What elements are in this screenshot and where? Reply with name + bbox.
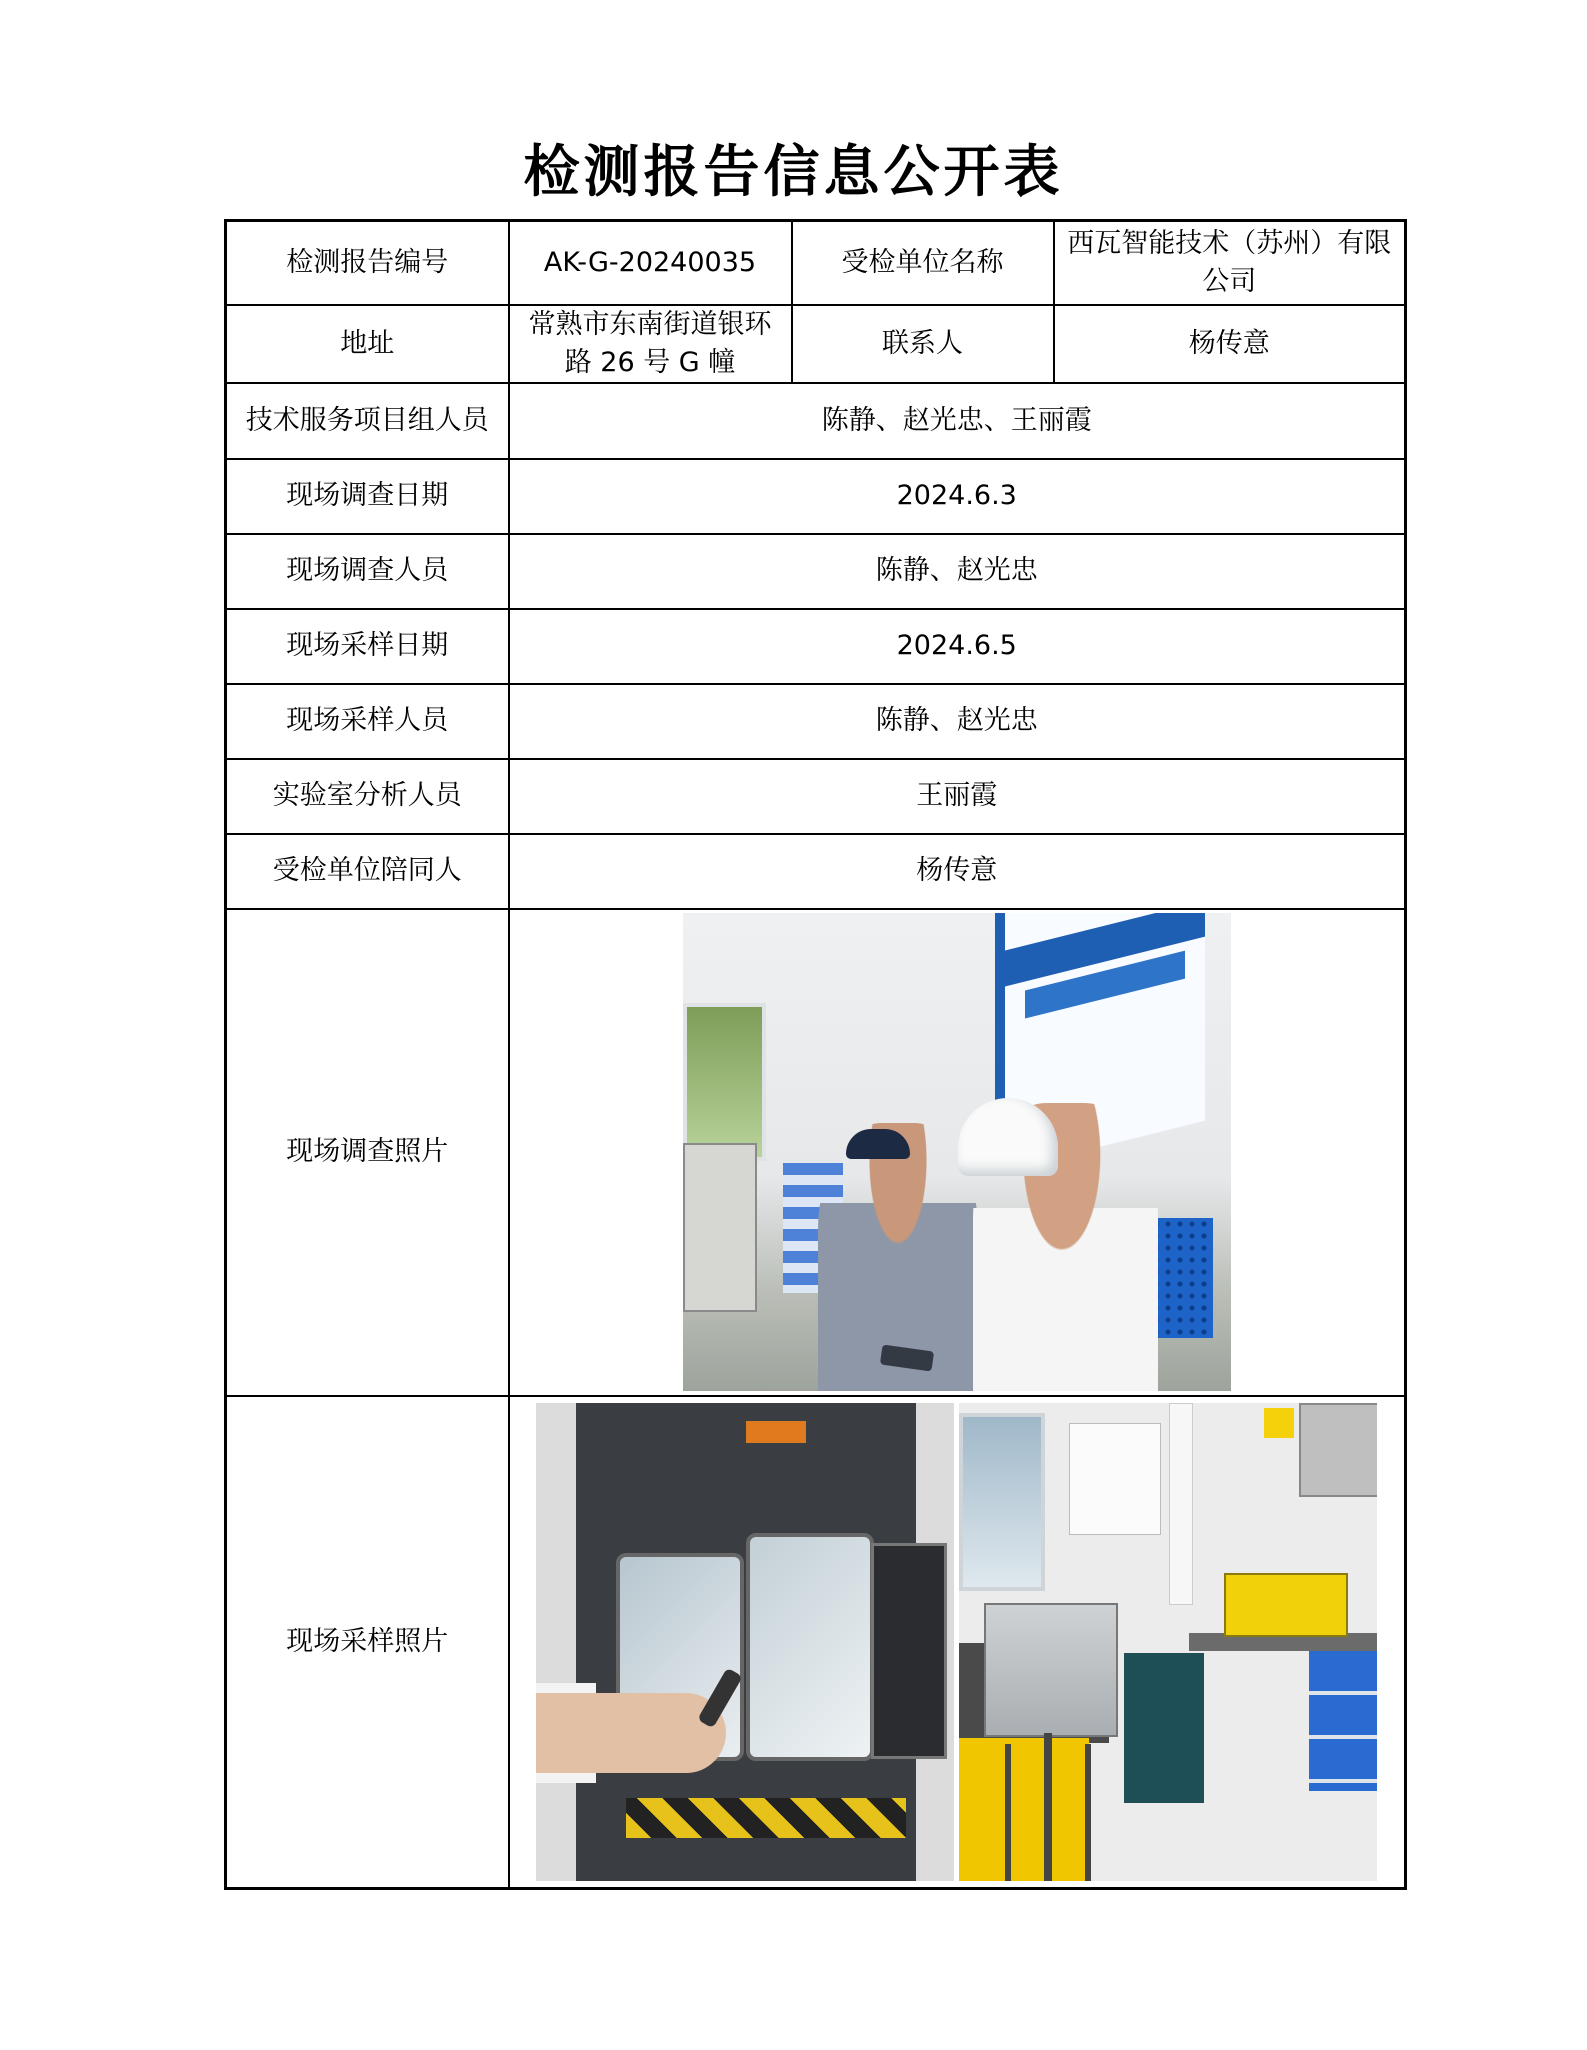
sampling-date-value: 2024.6.5 [509, 609, 1406, 684]
photo-sampler-device [984, 1603, 1118, 1737]
escort-value: 杨传意 [509, 834, 1406, 909]
survey-staff-label: 现场调查人员 [226, 534, 509, 609]
table-row [226, 909, 1406, 1396]
survey-staff-value: 陈静、赵光忠 [509, 534, 1406, 609]
table-row [226, 459, 1406, 534]
photo-machine [683, 1143, 757, 1312]
table-row [226, 383, 1406, 459]
sampling-photo-cell [509, 1396, 1406, 1889]
sampling-date-label: 现场采样日期 [226, 609, 509, 684]
address-label: 地址 [226, 305, 509, 383]
table-row [226, 609, 1406, 684]
survey-photo-label: 现场调查照片 [226, 909, 509, 1396]
report-no-value: AK-G-20240035 [509, 221, 792, 305]
sampling-staff-value: 陈静、赵光忠 [509, 684, 1406, 759]
table-row [226, 534, 1406, 609]
survey-date-value: 2024.6.3 [509, 459, 1406, 534]
sampling-staff-label: 现场采样人员 [226, 684, 509, 759]
contact-value: 杨传意 [1054, 305, 1406, 383]
report-table [224, 219, 1407, 1890]
table-row [226, 221, 1406, 305]
photo-window [683, 1003, 766, 1161]
lab-staff-label: 实验室分析人员 [226, 759, 509, 834]
escort-label: 受检单位陪同人 [226, 834, 509, 909]
sampling-photo-label: 现场采样照片 [226, 1396, 509, 1889]
team-value: 陈静、赵光忠、王丽霞 [509, 383, 1406, 459]
sampling-photo-sampler [959, 1403, 1377, 1881]
page-title: 检测报告信息公开表 [523, 139, 1064, 205]
table-row [226, 759, 1406, 834]
table-row [226, 305, 1406, 383]
survey-date-label: 现场调查日期 [226, 459, 509, 534]
table-row [226, 1396, 1406, 1889]
survey-photo [683, 913, 1231, 1391]
table-row [226, 684, 1406, 759]
photo-cap [846, 1129, 910, 1159]
sampling-photo-cnc [536, 1403, 954, 1881]
survey-photo-cell [509, 909, 1406, 1396]
address-value: 常熟市东南街道银环路 26 号 G 幢 [509, 305, 792, 383]
team-label: 技术服务项目组人员 [226, 383, 509, 459]
table-row [226, 834, 1406, 909]
unit-value: 西瓦智能技术（苏州）有限公司 [1054, 221, 1406, 305]
lab-staff-value: 王丽霞 [509, 759, 1406, 834]
contact-label: 联系人 [792, 305, 1054, 383]
unit-label: 受检单位名称 [792, 221, 1054, 305]
report-no-label: 检测报告编号 [226, 221, 509, 305]
